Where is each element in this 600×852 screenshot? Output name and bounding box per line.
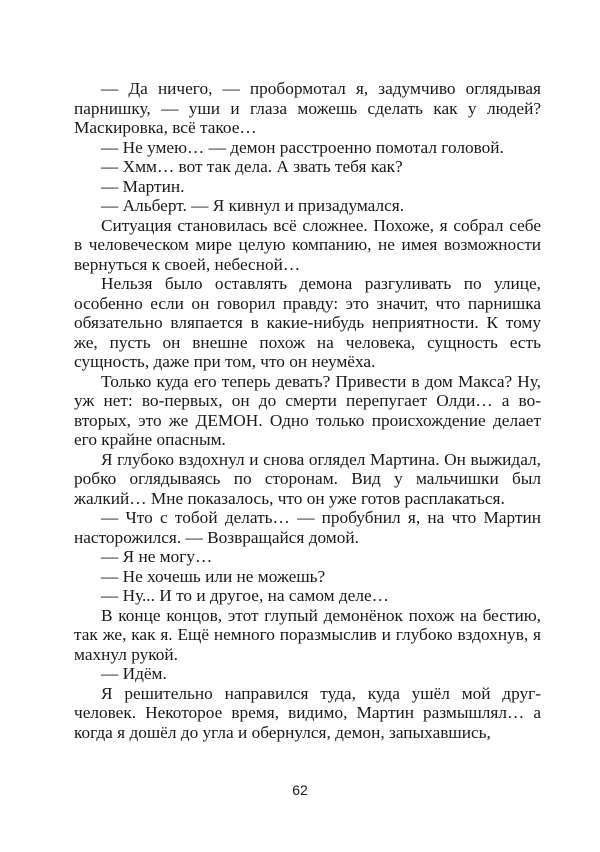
paragraph: — Хмм… вот так дела. А звать тебя как? [101,157,403,176]
paragraph: — Мартин. [101,176,185,196]
paragraph: — Не умею… — демон расстроенно помотал головой. [101,137,504,157]
paragraph: — Что с тобой делать… — пробубнил я, на что Мартин насторожился. — Возвращайся домой. [74,508,541,547]
page-number: 62 [292,782,308,798]
paragraph: В конце концов, этот глупый демонёнок похож на бестию, так же, как я. Ещё немного поразмыслив и глубоко вздохнув, я махнул рукой. [74,605,541,664]
page-text [74,79,541,742]
paragraph: — Идём. [101,664,167,683]
paragraph: Только куда его теперь девать? Привести в дом Макса? Ну, уж нет: во-первых, он до смерти перепугает Олди… а во-вторых, это же ДЕМОН. Одно только происхождение делает его крайне опасным. [74,371,541,449]
paragraph: — Я не могу… [101,547,213,566]
paragraph: — Не хочешь или не можешь? [101,566,326,586]
paragraph: — Ну... И то и другое, на самом деле… [101,586,389,605]
paragraph: Я решительно направился туда, куда ушёл мой друг-человек. Некоторое время, видимо, Мартин размышлял… а когда я дошёл до угла и обернулся, демон, запыхавшись, [74,683,541,742]
paragraph: — Да ничего, — пробормотал я, задумчиво оглядывая парнишку, — уши и глаза можешь сделать как у людей? Маскировка, всё такое… [74,79,541,137]
paragraph: Нельзя было оставлять демона разгуливать по улице, особенно если он говорил правду: это значит, что парнишка обязательно вляпается в какие-нибудь неприятности. К тому же, пусть он внешне похож на человека, сущность есть сущность, даже при том, что он неумёха. [74,274,541,371]
paragraph: Я глубоко вздохнул и снова оглядел Мартина. Он выжидал, робко оглядываясь по сторонам. Вид у мальчишки был жалкий… Мне показалось, что он уже готов расплакаться. [74,449,541,508]
paragraph: — Альберт. — Я кивнул и призадумался. [101,196,405,215]
paragraph: Ситуация становилась всё сложнее. Похоже, я собрал себе в человеческом мире целую компанию, не имея возможности вернуться к своей, небесной… [74,215,541,274]
